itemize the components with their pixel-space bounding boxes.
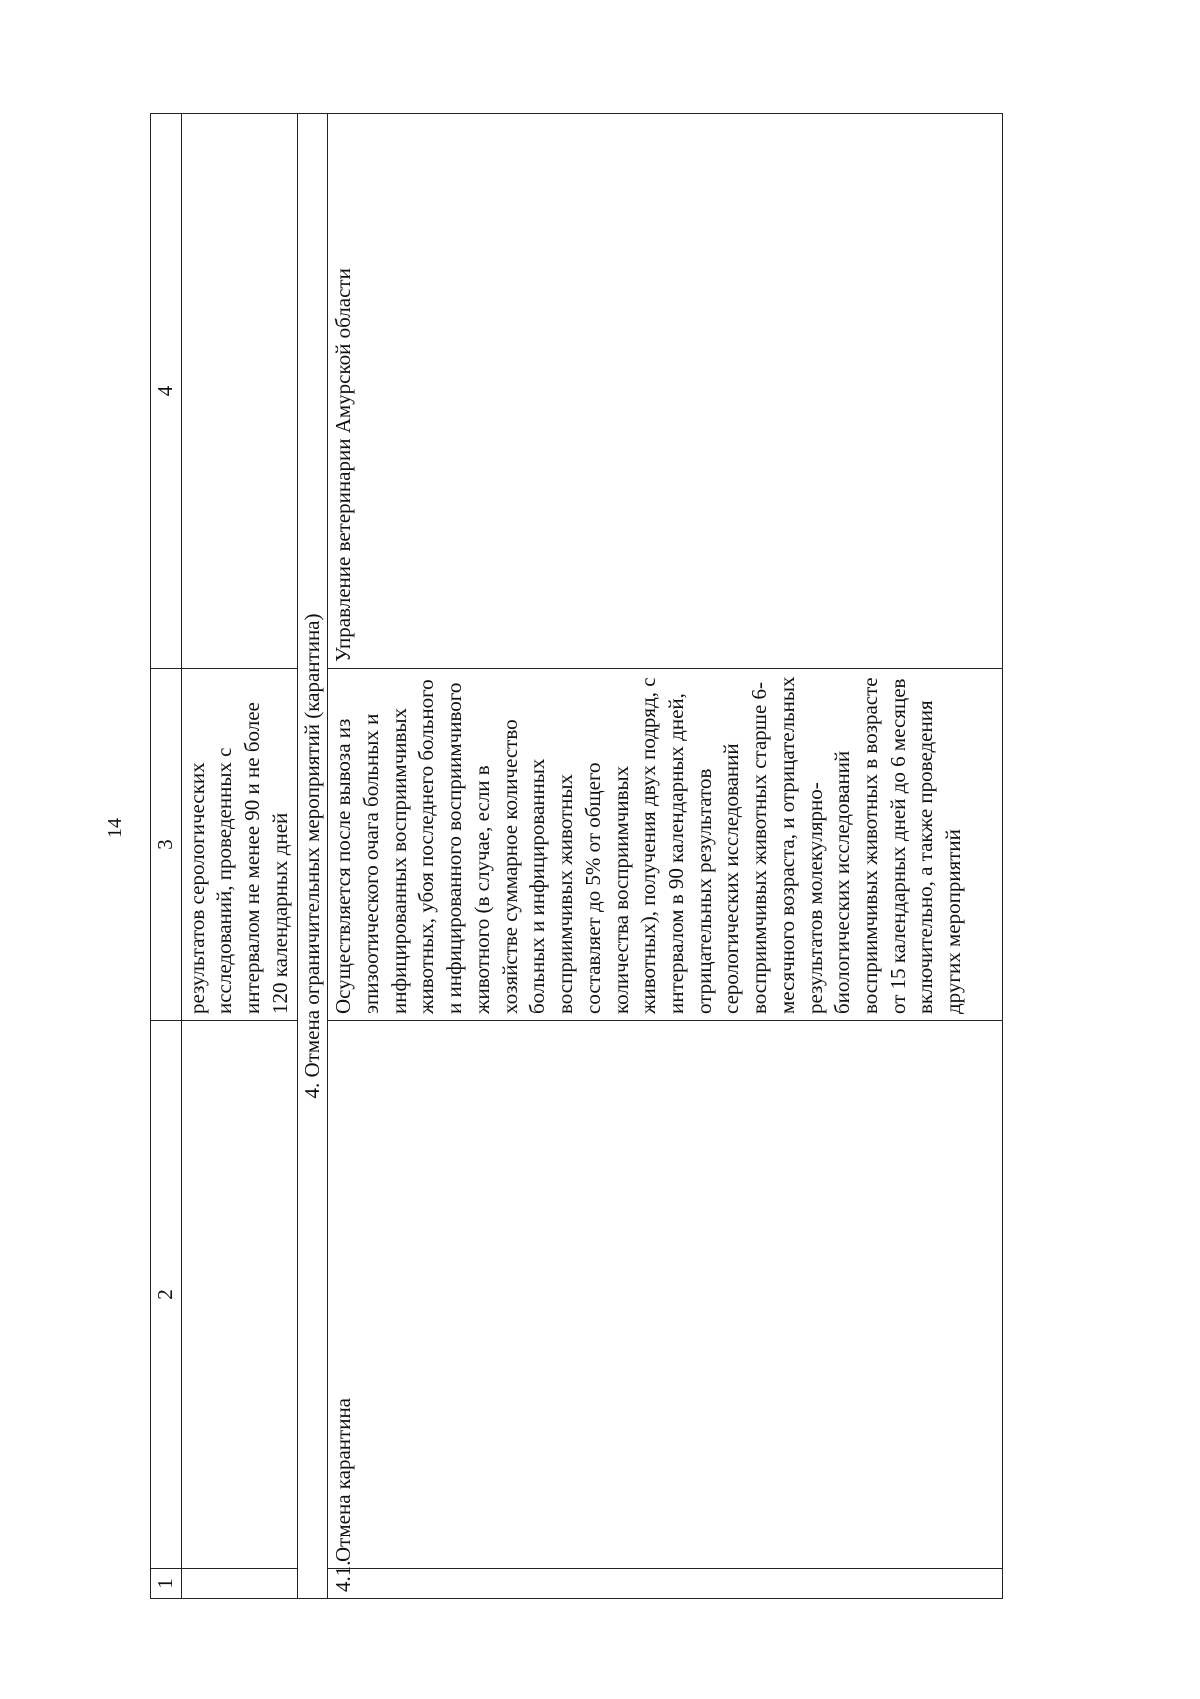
row-number: 4.1.	[328, 1569, 1003, 1599]
header-cell-2: 2	[151, 1021, 182, 1569]
section-row	[297, 114, 328, 1599]
continuation-cell-3: результатов серологических исследований, проведенных с интервалом не менее 90 и не более 120 календарных дней	[181, 669, 297, 1021]
continuation-row	[181, 114, 297, 1599]
row-condition: Осуществляется после вывоза из эпизоотического очага больных и инфицированных восприимчивых животных, убоя последнего больного и инфицированного восприимчивого животного (в случае, если в хозяйстве суммарное количество больных и инфицированных восприимчивых животных составляет до 5% от общего количества восприимчивых животных), получения двух подряд, с интервалом в 90 календарных дней, отрицательных результатов серологических исследований восприимчивых животных старше 6-месячного возраста, и отрицательных результатов молекулярно-биологических исследований восприимчивых животных в возрасте от 15 календарных дней до 6 месяцев включительно, а также проведения других мероприятий	[328, 669, 1003, 1021]
header-cell-4: 4	[151, 114, 182, 669]
continuation-cell-2	[181, 1021, 297, 1569]
rotated-table-wrapper	[150, 114, 1020, 1599]
table-row	[328, 114, 1003, 1599]
header-cell-3: 3	[151, 669, 182, 1021]
table-header-row	[151, 114, 182, 1599]
continuation-cell-4	[181, 114, 297, 669]
page-number: 14	[104, 818, 126, 838]
section-title: 4. Отмена ограничительных мероприятий (карантина)	[297, 114, 328, 1599]
header-cell-1: 1	[151, 1569, 182, 1599]
measures-table	[150, 113, 1003, 1599]
row-responsible: Управление ветеринарии Амурской области	[328, 114, 1003, 669]
row-name: Отмена карантина	[328, 1021, 1003, 1569]
continuation-cell-1	[181, 1569, 297, 1599]
